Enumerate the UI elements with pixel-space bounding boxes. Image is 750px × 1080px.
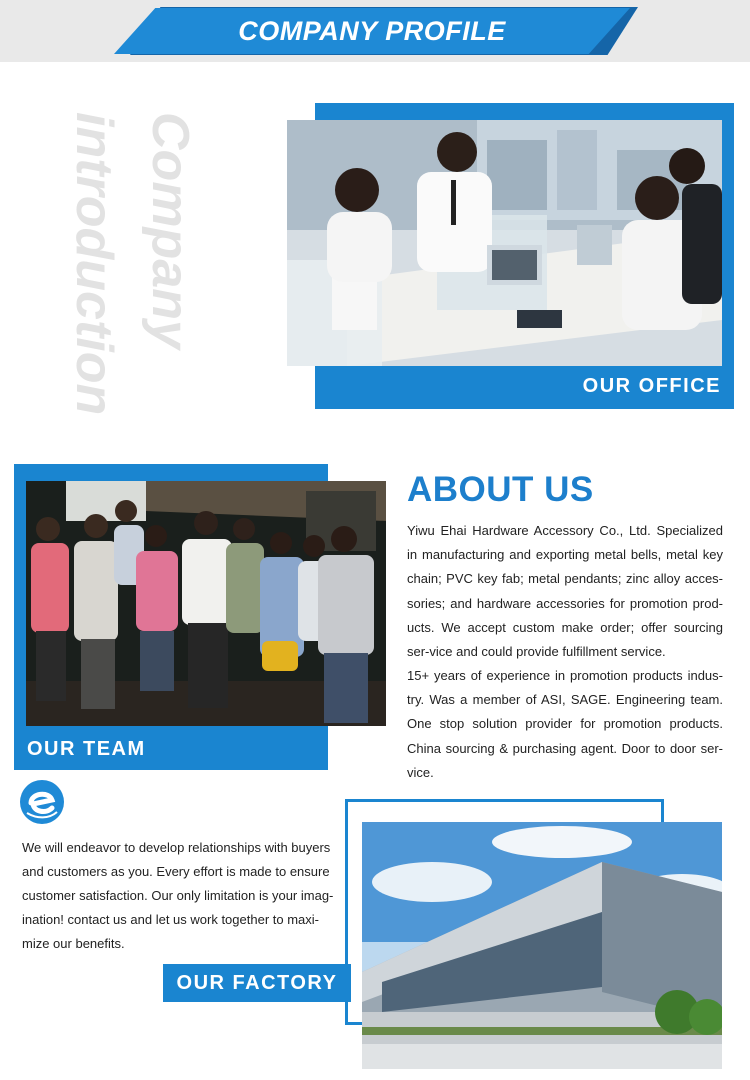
about-paragraph-2: 15+ years of experience in promotion products indus-try. Was a member of ASI, SAGE. Engineering team. One stop solution provider for promotion products. China sourcing & purchasing agent. Door to door ser-vice. <box>407 668 723 780</box>
office-photo-icon <box>287 120 722 366</box>
factory-label: OUR FACTORY <box>176 972 338 994</box>
team-photo <box>26 481 386 726</box>
office-label: OUR OFFICE <box>582 375 721 397</box>
watermark-introduction: introduction <box>65 112 123 416</box>
company-logo-icon <box>19 779 65 825</box>
factory-photo <box>362 822 722 1069</box>
factory-photo-icon <box>362 822 722 1069</box>
team-photo-icon <box>26 481 386 726</box>
about-title: ABOUT US <box>407 470 594 509</box>
page-title: COMPANY PROFILE <box>238 16 506 46</box>
company-logo <box>19 779 65 825</box>
closing-paragraph: We will endeavor to develop relationships with buyers and customers as you. Every effort is made to ensure customer satisfaction. Our only limitation is your imag-ination! contact us and let us work together to maxi-mize our benefits. <box>22 840 334 951</box>
office-photo <box>287 120 722 366</box>
watermark-company: Company <box>141 112 199 349</box>
about-paragraph-1: Yiwu Ehai Hardware Accessory Co., Ltd. Specialized in manufacturing and exporting metal bells, metal key chain; PVC key fab; metal pendants; zinc alloy acces-sories; and hardware accessories for promotion prod-ucts. We accept custom make order; offer sourcing ser-vice and could provide fulfillment service. <box>407 523 723 660</box>
team-label: OUR TEAM <box>27 738 146 760</box>
